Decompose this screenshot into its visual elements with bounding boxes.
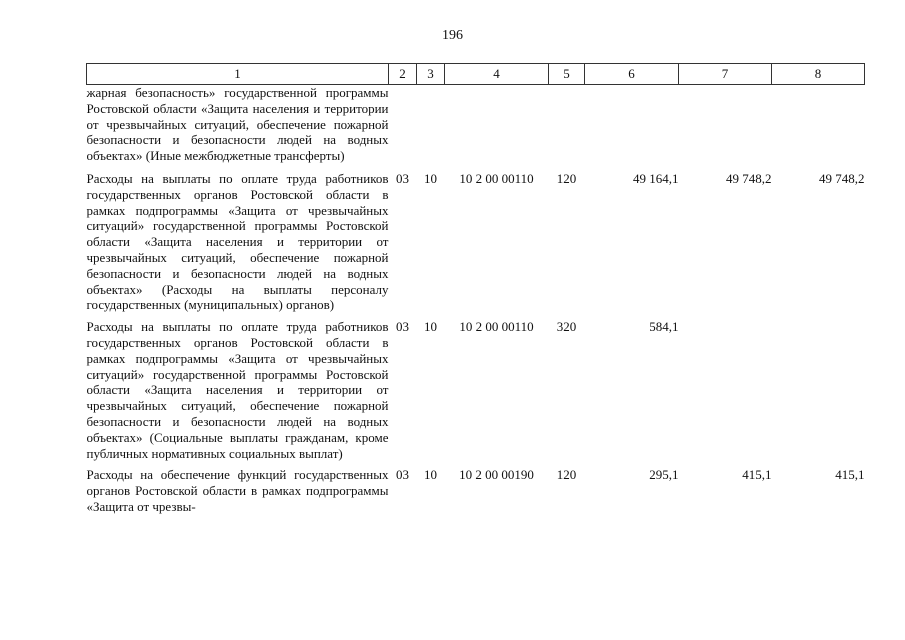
table-row [87,85,865,171]
row-target-article: 10 2 00 00110 [459,319,534,335]
row-description: Расходы на выплаты по оплате труда работников государственных органов Ростовской области в рамках подпрограммы «Защита от чрезвычайных ситуаций» государственной программы Ростовской области «Защита населения и территории от чрезвычайных ситуаций, обеспечение пожарной безопасности и безопасности людей на водных объектах» (Расходы на выплаты персоналу государственных (муниципальных) органов) [86,170,389,313]
header-col-2: 2 [389,64,417,85]
row-amount-col6: 584,1 [649,319,679,335]
row-amount-col8: 49 748,2 [819,170,865,186]
table-row [87,467,865,514]
row-section-code [389,85,417,171]
row-description: жарная безопасность» государственной программы Ростовской области «Защита населения и территории от чрезвычайных ситуаций, обеспечение пожарной безопасности и безопасности людей на водных объектах» (Иные межбюджетные трансферты) [86,85,389,164]
row-amount-col6 [585,85,679,171]
header-col-4: 4 [445,64,549,85]
row-target-article: 10 2 00 00110 [459,170,534,186]
header-col-8: 8 [772,64,865,85]
header-col-6: 6 [585,64,679,85]
row-amount-col7: 49 748,2 [726,170,772,186]
row-amount-col7: 415,1 [742,467,772,483]
row-expense-type [549,85,585,171]
row-amount-col8 [772,85,865,171]
row-amount-col8 [772,319,865,467]
row-section-code: 03 [396,170,409,186]
table-row [87,171,865,319]
row-subsection-code: 10 [424,319,437,335]
row-section-code: 03 [396,467,409,483]
row-target-article [445,85,549,171]
budget-table [86,63,865,515]
row-amount-col7 [679,85,772,171]
row-subsection-code: 10 [424,467,437,483]
table-row [87,319,865,467]
row-amount-col7 [679,319,772,467]
row-amount-col8: 415,1 [835,467,865,483]
page-number: 196 [442,28,463,43]
header-col-3: 3 [417,64,445,85]
row-subsection-code [417,85,445,171]
header-col-1: 1 [87,64,389,85]
row-expense-type: 320 [556,319,577,335]
row-description: Расходы на обеспечение функций государственных органов Ростовской области в рамках подпрограммы «Защита от чрезвы- [86,467,389,514]
header-col-5: 5 [549,64,585,85]
row-amount-col6: 49 164,1 [633,170,679,186]
row-expense-type: 120 [556,467,577,483]
row-expense-type: 120 [556,170,577,186]
row-description: Расходы на выплаты по оплате труда работников государственных органов Ростовской области в рамках подпрограммы «Защита от чрезвычайных ситуаций» государственной программы Ростовской области «Защита населения и территории от чрезвычайных ситуаций, обеспечение пожарной безопасности и безопасности людей на водных объектах» (Социальные выплаты гражданам, кроме публичных нормативных социальных выплат) [86,319,389,461]
header-col-7: 7 [679,64,772,85]
table-header-row [87,64,865,85]
row-subsection-code: 10 [424,170,437,186]
row-section-code: 03 [396,319,409,335]
row-target-article: 10 2 00 00190 [459,467,534,483]
row-amount-col6: 295,1 [649,467,679,483]
